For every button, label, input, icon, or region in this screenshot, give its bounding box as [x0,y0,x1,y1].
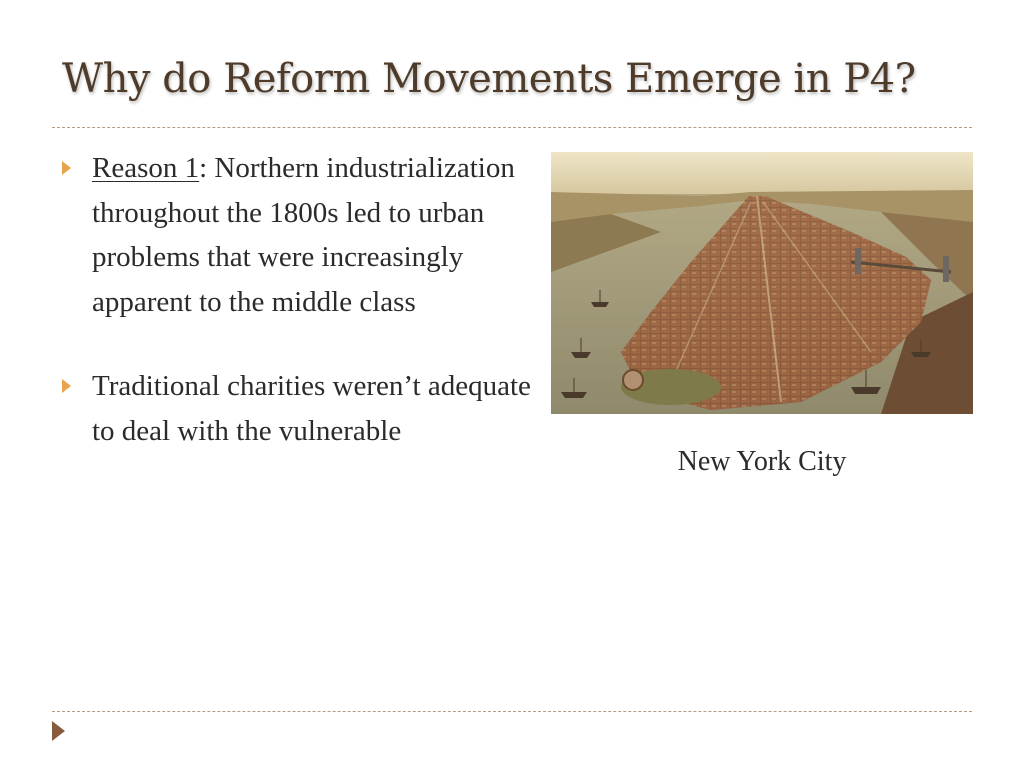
orange-triangle-bullet-icon [62,161,71,175]
bullet-charities [62,364,532,453]
bullet-text: Traditional charities weren’t adequate to deal with the vulnerable [92,370,531,447]
title-divider [52,127,972,128]
footer-divider [52,711,972,712]
new-york-city-illustration [551,152,973,414]
bullet-reason-1 [62,146,532,324]
bullet-list [62,146,532,453]
orange-triangle-bullet-icon [62,379,71,393]
bullet-text: : Northern industrialization throughout the 1800s led to urban problems that were increasingly apparent to the middle class [92,152,515,318]
image-caption: New York City [677,446,847,477]
slide-title: Why do Reform Movements Emerge in P4? [62,56,916,102]
bullet-lead-underlined: Reason 1 [92,152,200,184]
brown-triangle-nav-icon[interactable] [52,721,65,741]
